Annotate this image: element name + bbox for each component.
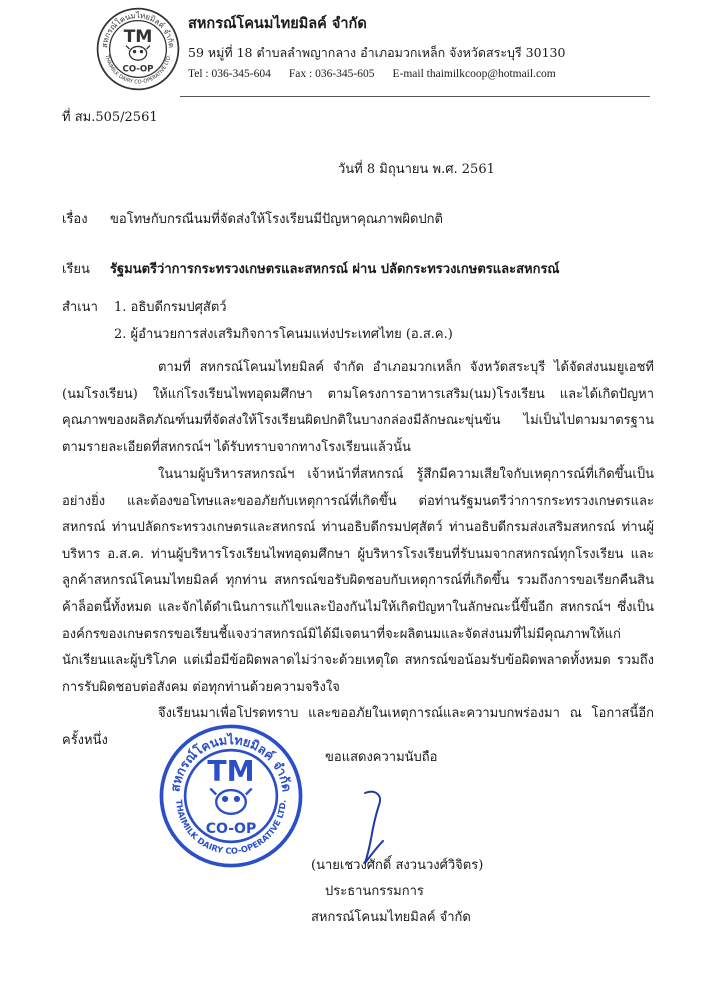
cow-stamp-icon <box>210 789 251 814</box>
logo-text-tm: TM <box>123 27 153 48</box>
stamp-text-tm: TM <box>207 755 255 789</box>
reference-number: ที่ สม.505/2561 <box>62 110 158 125</box>
cc-label: สำเนา <box>62 300 98 315</box>
recipient-line <box>62 258 559 279</box>
body-paragraph: จึงเรียนมาเพื่อโปรดทราบ และขออภัยในเหตุการณ์และความบกพร่องมา ณ โอกาสนี้อีกครั้งหนึ่ง <box>62 706 654 748</box>
signer-organization: สหกรณ์โคนมไทยมิลค์ จำกัด <box>311 910 471 925</box>
org-contact <box>188 68 574 80</box>
recipient-label: เรียน <box>62 262 90 277</box>
logo-ring-text-th: สหกรณ์โคนมไทยมิลค์ จำกัด <box>100 11 177 49</box>
coop-logo <box>95 6 181 92</box>
logo-ring-text: THAIMILK DAIRY CO-OPERATIVE LTD. <box>103 54 173 86</box>
org-email: E-mail thaimilkcoop@hotmail.com <box>392 68 556 80</box>
subject-text: ขอโทษกับกรณีนมที่จัดส่งให้โรงเรียนมีปัญหาคุณภาพผิดปกติ <box>110 212 443 227</box>
header-divider <box>180 96 650 97</box>
cc-item: 1. อธิบดีกรมปศุสัตว์ <box>114 300 227 315</box>
recipient-text: รัฐมนตรีว่าการกระทรวงเกษตรและสหกรณ์ ผ่าน ปลัดกระทรวงเกษตรและสหกรณ์ <box>110 262 560 277</box>
stamp-ring-text-th: สหกรณ์โคนมไทยมิลค์ จำกัด <box>167 732 295 793</box>
org-tel: Tel : 036-345-604 <box>188 68 271 80</box>
stamp-ring-text: THAIMILK DAIRY CO-OPERATIVE LTD. <box>174 799 288 856</box>
org-address: 59 หมู่ที่ 18 ตำบลลำพญากลาง อำเภอมวกเหล็ก จังหวัดสระบุรี 30130 <box>188 45 566 60</box>
letter-date: วันที่ 8 มิถุนายน พ.ศ. 2561 <box>338 162 495 177</box>
org-name: สหกรณ์โคนมไทยมิลค์ จำกัด <box>188 16 367 32</box>
subject-line <box>62 208 443 229</box>
stamp-text-coop: CO-OP <box>205 821 257 837</box>
signer-position: ประธานกรรมการ <box>325 884 424 899</box>
cc-item: 2. ผู้อำนวยการส่งเสริมกิจการโคนมแห่งประเทศไทย (อ.ส.ค.) <box>114 327 453 342</box>
closing-salutation: ขอแสดงความนับถือ <box>325 750 438 765</box>
logo-text-coop: CO-OP <box>122 64 154 75</box>
coop-stamp <box>157 722 305 870</box>
org-fax: Fax : 036-345-605 <box>288 68 375 80</box>
body-paragraph: ในนามผู้บริหารสหกรณ์ฯ เจ้าหน้าที่สหกรณ์ รู้สึกมีความเสียใจกับเหตุการณ์ที่เกิดขึ้นเป็นอย่างยิ่ง และต้องขอโทษและขออภัยกับเหตุการณ์ที่เกิดขึ้น ต่อท่านรัฐมนตรีว่าการกระทรวงเกษตรและสหกรณ์ ท่านปลัดกระทรวงเกษตรและสหกรณ์ ท่านอธิบดีกรมปศุสัตว์ ท่านอธิบดีกรมส่งเสริมสหกรณ์ ท่านผู้บริหาร อ.ส.ค. ท่านผู้บริหารโรงเรียนไพทอุดมศึกษา ผู้บริหารโรงเรียนที่รับนมจากสหกรณ์ทุกโรงเรียน และลูกค้าสหกรณ์โคนมไทยมิลค์ ทุกท่าน สหกรณ์ขอรับผิดชอบกับเหตุการณ์ที่เกิดขึ้น รวมถึงการขอเรียกคืนสินค้าล็อตนี้ทั้งหมด และจักได้ดำเนินการแก้ไขและป้องกันไม่ให้เกิดปัญหาในลักษณะนี้ขึ้นอีก สหกรณ์ฯ ซึ่งเป็นองค์กรของเกษตรกรขอเรียนชี้แจงว่าสหกรณ์มิได้มีเจตนาที่จะผลิตนมและจัดส่งนมที่ไม่มีคุณภาพให้แก่นักเรียนและผู้บริโภค แต่เมื่อมีข้อผิดพลาดไม่ว่าจะด้วยเหตุใด สหกรณ์ขอน้อมรับข้อผิดพลาดทั้งหมด รวมถึงการรับผิดชอบต่อสังคม ต่อทุกท่านด้วยความจริงใจ <box>62 467 654 695</box>
subject-label: เรื่อง <box>62 212 88 227</box>
body-paragraph: ตามที่ สหกรณ์โคนมไทยมิลค์ จำกัด อำเภอมวกเหล็ก จังหวัดสระบุรี ได้จัดส่งนมยูเอชที (นมโรงเรียน) ให้แก่โรงเรียนไพทอุดมศึกษา ตามโครงการอาหารเสริม(นม)โรงเรียน และได้เกิดปัญหาคุณภาพของผลิตภัณฑ์นมที่จัดส่งให้โรงเรียนผิดปกติในบางกล่องมีลักษณะขุ่นข้น ไม่เป็นไปตามมาตรฐานตามรายละเอียดที่สหกรณ์ฯ ได้รับทราบจากทางโรงเรียนแล้วนั้น <box>62 360 654 455</box>
signer-name: (นายเชวงศักดิ์ สงวนวงศ์วิจิตร) <box>311 858 484 873</box>
cow-logo-icon <box>126 46 150 61</box>
